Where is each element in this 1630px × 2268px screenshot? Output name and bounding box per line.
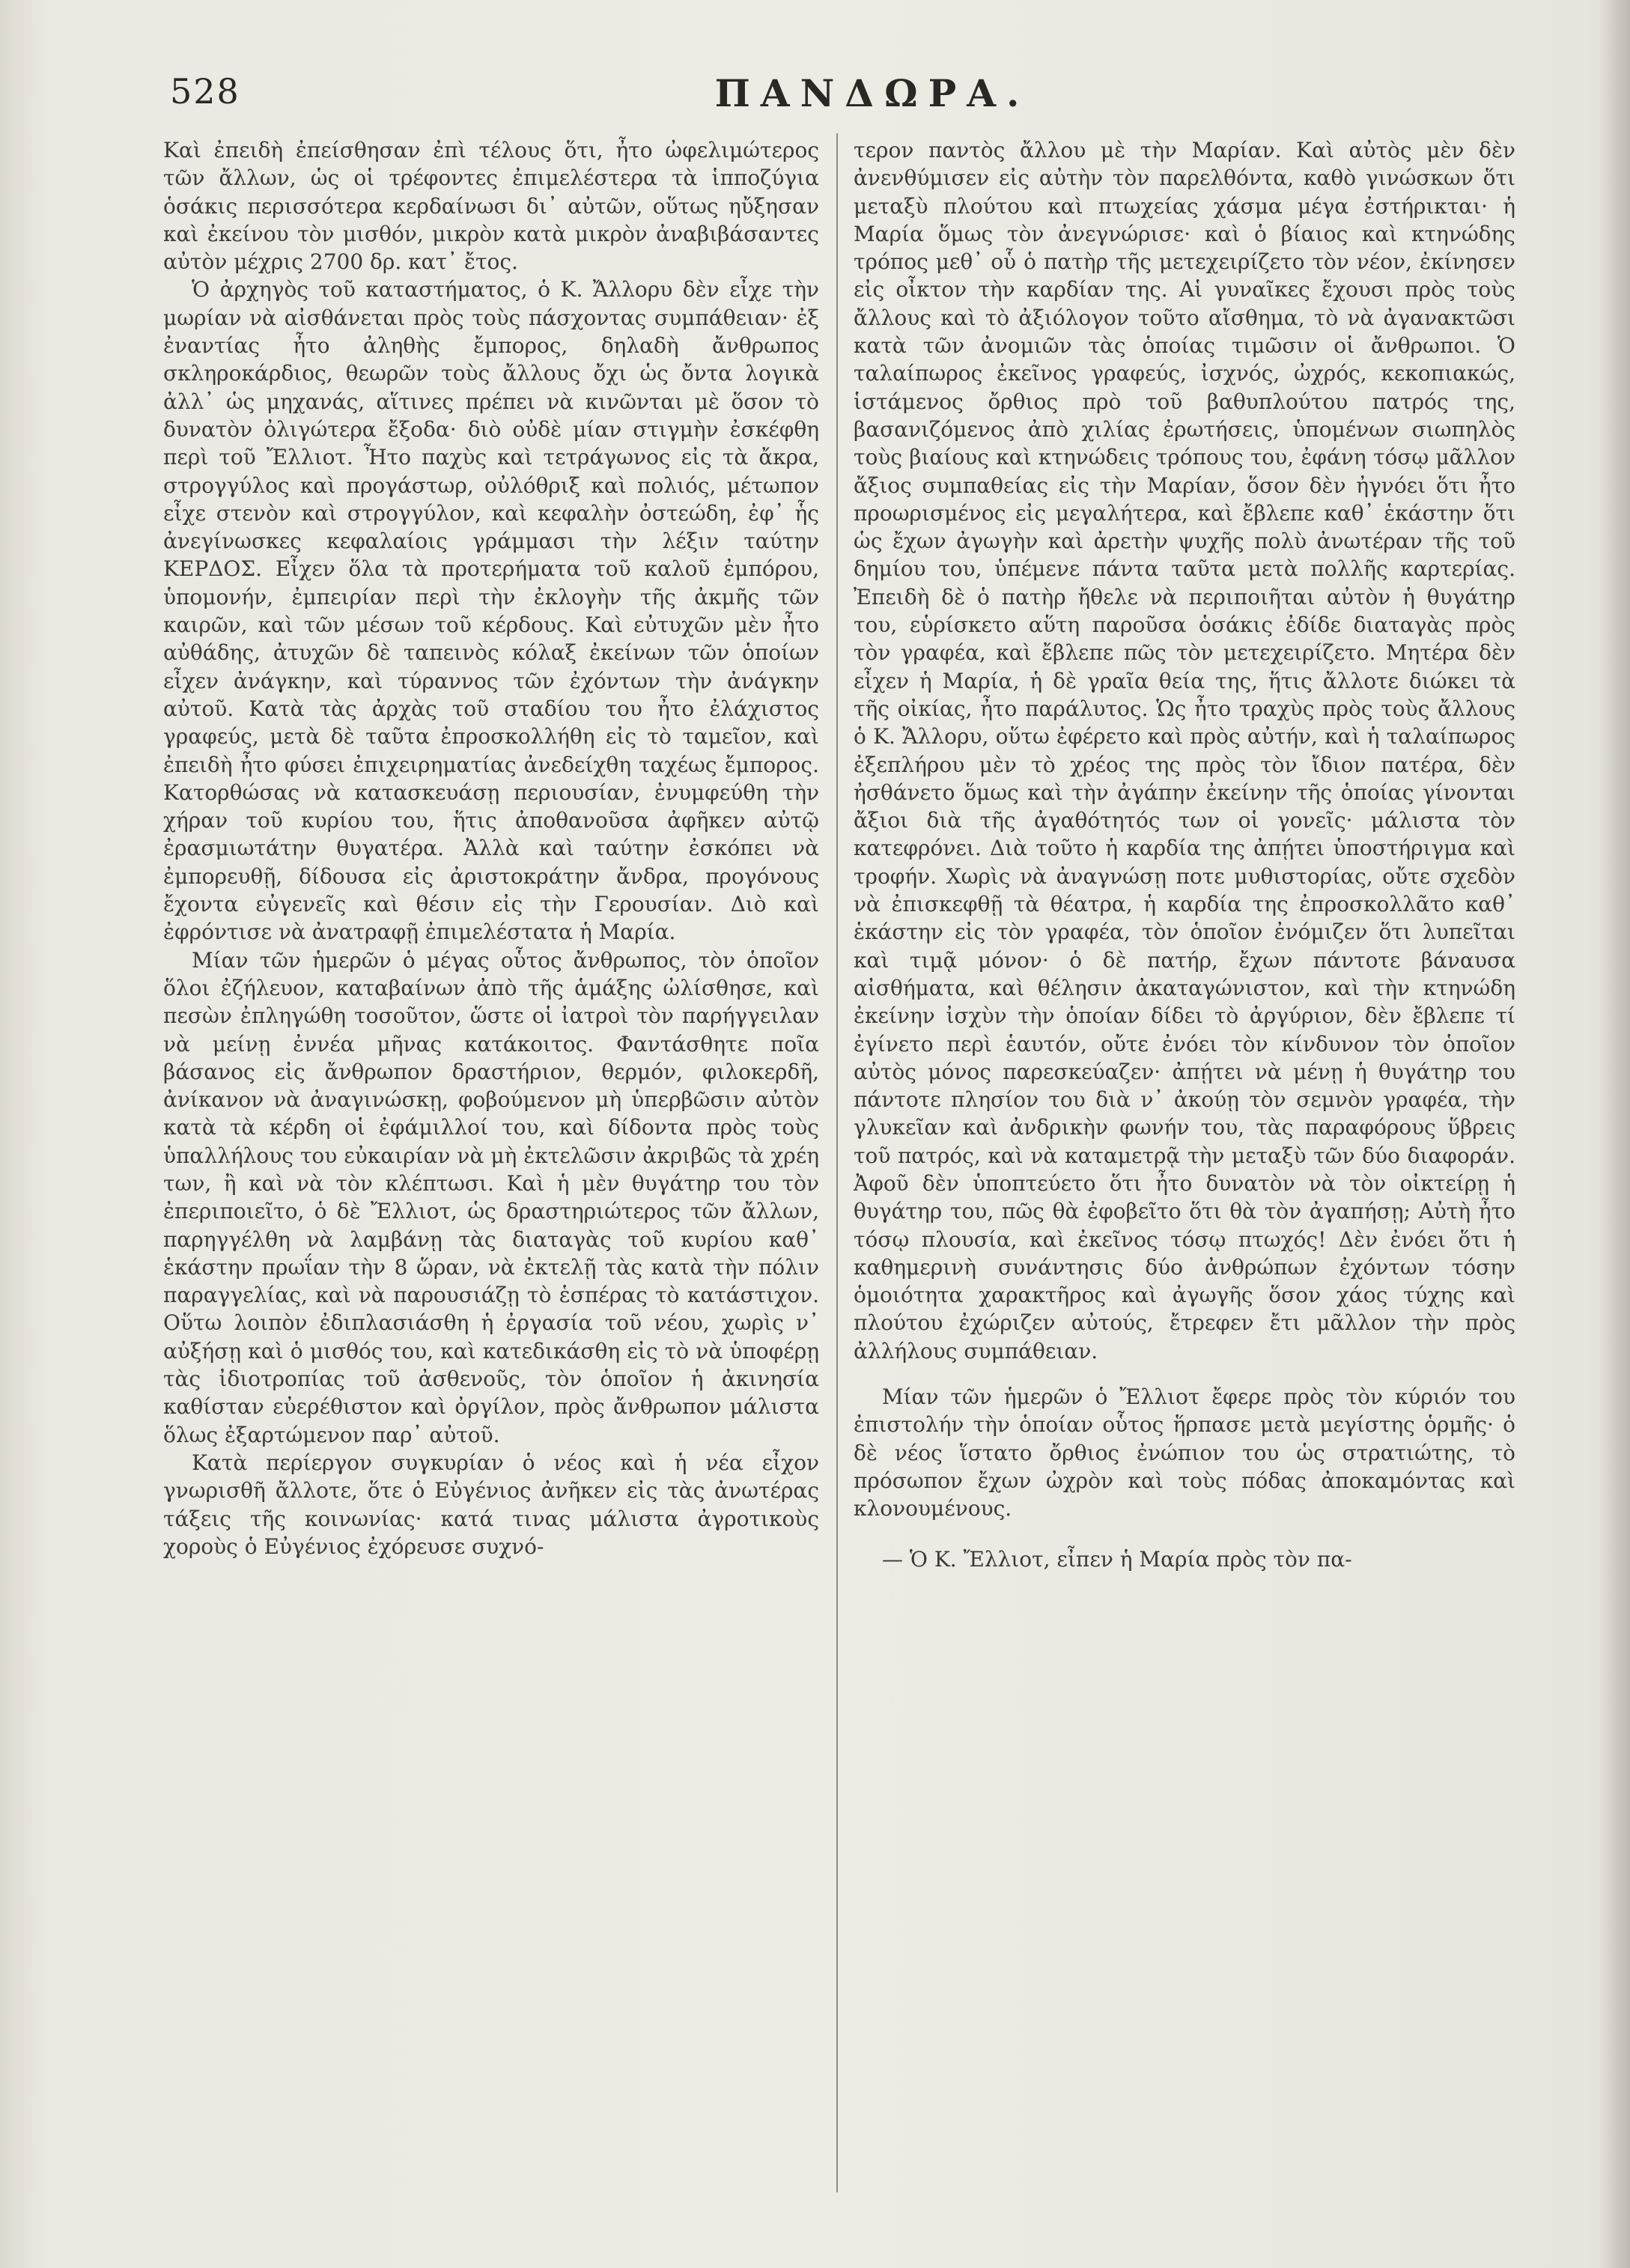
- paragraph: Καὶ ἐπειδὴ ἐπείσθησαν ἐπὶ τέλους ὅτι, ἦτο ὠφελιμώτερος τῶν ἄλλων, ὡς οἱ τρέφοντες ἐπιμελέστερα τὰ ἱπποζύγια ὁσάκις περισσότερα κερδαίνωσι δι᾽ αὐτῶν, οὕτως ηὔξησαν καὶ ἐκείνου τὸν μισθόν, μικρὸν κατὰ μικρὸν ἀναβιβάσαντες αὐτὸν μέχρις 2700 δρ. κατ᾽ ἔτος.: [163, 138, 819, 275]
- paragraph: τερον παντὸς ἄλλου μὲ τὴν Μαρίαν. Καὶ αὐτὸς μὲν δὲν ἀνενθύμισεν εἰς αὐτὴν τὸν παρελθόντα, καθὸ γινώσκων ὅτι μεταξὺ πλούτου καὶ πτωχείας χάσμα μέγα ἐστήρικται· ἡ Μαρία ὅμως τὸν ἀνεγνώρισε· καὶ ὁ βίαιος καὶ κτηνώδης τρόπος μεθ᾽ οὗ ὁ πατὴρ τῆς μετεχειρίζετο τὸν νέον, ἐκίνησεν εἰς οἶκτον τὴν καρδίαν της. Αἱ γυναῖκες ἔχουσι πρὸς τοὺς ἄλλους καὶ τὸ ἀξιόλογον τοῦτο αἴσθημα, τὸ νὰ ἀγανακτῶσι κατὰ τῶν ἀνομιῶν τὰς ὁποίας τιμῶσιν οἱ ἄνθρωποι. Ὁ ταλαίπωρος ἐκεῖνος γραφεύς, ἰσχνός, ὠχρός, κεκοπιακώς, ἱστάμενος ὄρθιος πρὸ τοῦ βαθυπλούτου πατρός της, βασανιζόμενος ἀπὸ χιλίας ἐρωτήσεις, ὑπομένων σιωπηλὸς τοὺς βιαίους καὶ κτηνώδεις τρόπους του, ἐφάνη τόσῳ μᾶλλον ἄξιος συμπαθείας εἰς τὴν Μαρίαν, ὅσον δὲν ἠγνόει ὅτι ἦτο προωρισμένος εἰς μεγαλήτερα, καὶ ἔβλεπε καθ᾽ ἑκάστην ὅτι ὡς ἔχων ἀγωγὴν καὶ ἀρετὴν ψυχῆς πολὺ ἀνωτέραν τῆς τοῦ δημίου του, ὑπέμενε πάντα ταῦτα μετὰ πολλῆς καρτερίας. Ἐπειδὴ δὲ ὁ πατὴρ ἤθελε νὰ περιποιῆται αὐτὸν ἡ θυγάτηρ του, εὑρίσκετο αὕτη παροῦσα ὁσάκις ἐδίδε διαταγὰς πρὸς τὸν γραφέα, καὶ ἔβλεπε πῶς τὸν μετεχειρίζετο. Μητέρα δὲν εἶχεν ἡ Μαρία, ἡ δὲ γραῖα θεία της, ἥτις ἄλλοτε διώκει τὰ τῆς οἰκίας, ἦτο παράλυτος. Ὡς ἦτο τραχὺς πρὸς τοὺς ἄλλους ὁ Κ. Ἄλλορυ, οὕτω ἐφέρετο καὶ πρὸς αὐτήν, καὶ ἡ ταλαίπωρος ἐξεπλήρου μὲν τὸ χρέος της πρὸς τὸν ἴδιον πατέρα, δὲν ἠσθάνετο ὅμως καὶ τὴν ἀγάπην ἐκείνην τῆς ὁποίας γίνονται ἄξιοι διὰ τῆς ἀγαθότητός των οἱ γονεῖς· μάλιστα τὸν κατεφρόνει. Διὰ τοῦτο ἡ καρδία της ἀπῄτει ὑποστήριγμα καὶ τροφήν. Χωρὶς νὰ ἀναγνώσῃ ποτε μυθιστορίας, οὔτε σχεδὸν νὰ ἐπισκεφθῇ τὰ θέατρα, ἡ καρδία της ἐπροσκολλᾶτο καθ᾽ ἑκάστην εἰς τὸν γραφέα, τὸν ὁποῖον ἐνόμιζεν ὅτι λυπεῖται καὶ τιμᾷ μόνον· ὁ δὲ πατήρ, ἔχων πάντοτε βάναυσα αἰσθήματα, καὶ θέλησιν ἀκαταγώνιστον, καὶ τὴν κτηνώδη ἐκείνην ἰσχὺν τὴν ὁποίαν δίδει τὸ ἀργύριον, δὲν ἔβλεπε τί ἐγίνετο περὶ ἑαυτόν, οὔτε ἐνόει τὸν κίνδυνον τὸν ὁποῖον αὐτὸς μόνος παρεσκεύαζεν· ἀπῄτει νὰ μένῃ ἡ θυγάτηρ του πάντοτε πλησίον του διὰ ν᾽ ἀκούῃ τὸν σεμνὸν γραφέα, τὴν γλυκεῖαν καὶ ἀνδρικὴν φωνήν του, τὰς παραφόρους ὕβρεις τοῦ πατρός, καὶ νὰ καταμετρᾷ τὴν μεταξὺ τῶν δύο διαφοράν. Ἀφοῦ δὲν ὑποπτεύετο ὅτι ἦτο δυνατὸν νὰ τὸν οἰκτείρῃ ἡ θυγάτηρ του, πῶς θὰ ἐφοβεῖτο ὅτι θὰ τὸν ἀγαπήσῃ; Αὐτὴ ἦτο τόσῳ πλουσία, καὶ ἐκεῖνος τόσῳ πτωχός! Δὲν ἐνόει ὅτι ἡ καθημερινὴ συνάντησις δύο ἀνθρώπων ἐχόντων τόσην ὁμοιότητα χαρακτῆρος καὶ ἀγωγῆς ὅσον χάος τύχης καὶ πλούτου ἐχώριζεν αὐτούς, ἔτρεφεν ἔτι μᾶλλον τὴν πρὸς ἀλλήλους συμπάθειαν.: [854, 138, 1515, 1363]
- paragraph: Μίαν τῶν ἡμερῶν ὁ Ἔλλιοτ ἔφερε πρὸς τὸν κύριόν του ἐπιστολήν τὴν ὁποίαν οὗτος ἥρπασε μετὰ μεγίστης ὁρμῆς· ὁ δὲ νέος ἵστατο ὄρθιος ἐνώπιον του ὡς στρατιώτης, τὸ πρόσωπον ἔχων ὠχρὸν καὶ τοὺς πόδας ἀποκαμόντας καὶ κλονουμένους.: [854, 1384, 1515, 1521]
- page-number: 528: [170, 71, 240, 112]
- column-divider: [836, 133, 838, 2192]
- paragraph: Μίαν τῶν ἡμερῶν ὁ μέγας οὗτος ἄνθρωπος, τὸν ὁποῖον ὅλοι ἐζήλευον, καταβαίνων ἀπὸ τῆς ἁμάξης ὠλίσθησε, καὶ πεσὼν ἐπληγώθη τοσοῦτον, ὥστε οἱ ἰατροὶ τὸν παρήγγειλαν νὰ μείνῃ ἐννέα μῆνας κατάκοιτος. Φαντάσθητε ποῖα βάσανος εἰς ἄνθρωπον δραστήριον, θερμόν, φιλοκερδῆ, ἀνίκανον νὰ ἀναγινώσκῃ, φοβούμενον μὴ ὑπερβῶσιν αὐτὸν κατὰ τὰ κέρδη οἱ ἐφάμιλλοί του, καὶ δίδοντα πρὸς τοὺς ὑπαλλήλους του εὐκαιρίαν νὰ μὴ ἐκτελῶσιν ἀκριβῶς τὰ χρέη των, ἢ καὶ νὰ τὸν κλέπτωσι. Καὶ ἡ μὲν θυγάτηρ του τὸν ἐπεριποιεῖτο, ὁ δὲ Ἔλλιοτ, ὡς δραστηριώτερος τῶν ἄλλων, παρηγγέλθη νὰ λαμβάνῃ τὰς διαταγὰς τοῦ κυρίου καθ᾽ ἑκάστην πρωΐαν τὴν 8 ὥραν, νὰ ἐκτελῇ τὰς κατὰ τὴν πόλιν παραγγελίας, καὶ νὰ παρουσιάζῃ τὸ ἑσπέρας τὸ κατάστιχον. Οὕτω λοιπὸν ἐδιπλασιάσθη ἡ ἐργασία τοῦ νέου, χωρὶς ν᾽ αὐξήσῃ καὶ ὁ μισθός του, καὶ κατεδικάσθη εἰς τὸ νὰ ὑποφέρῃ τὰς ἰδιοτροπίας τοῦ ἀσθενοῦς, τὸν ὁποῖον ἡ ἀκινησία καθίσταν εὐερέθιστον καὶ ὀργίλον, πρὸς ἄνθρωπον μάλιστα ὅλως ἐξαρτώμενον παρ᾽ αὐτοῦ.: [163, 947, 819, 1447]
- paragraph: Ὁ ἀρχηγὸς τοῦ καταστήματος, ὁ Κ. Ἄλλορυ δὲν εἶχε τὴν μωρίαν νὰ αἰσθάνεται πρὸς τοὺς πάσχοντας συμπάθειαν· ἐξ ἐναντίας ἦτο ἀληθὴς ἔμπορος, δηλαδὴ ἄνθρωπος σκληροκάρδιος, θεωρῶν τοὺς ἄλλους ὄχι ὡς ὄντα λογικὰ ἀλλ᾽ ὡς μηχανάς, αἵτινες πρέπει νὰ κινῶνται μὲ ὅσον τὸ δυνατὸν ὀλιγώτερα ἔξοδα· διὸ οὐδὲ μίαν στιγμὴν ἐσκέφθη περὶ τοῦ Ἔλλιοτ. Ἦτο παχὺς καὶ τετράγωνος εἰς τὰ ἄκρα, στρογγύλος καὶ προγάστωρ, οὐλόθριξ καὶ πολιός, μέτωπον εἶχε στενὸν καὶ στρογγύλον, καὶ κεφαλὴν ὀστεώδη, ἐφ᾽ ἧς ἀνεγίνωσκες κεφαλαίοις γράμμασι τὴν λέξιν ταύτην ΚΕΡΔΟΣ. Εἶχεν ὅλα τὰ προτερήματα τοῦ καλοῦ ἐμπόρου, ὑπομονήν, ἐμπειρίαν περὶ τὴν ἐκλογὴν τῆς ἀκμῆς τῶν καιρῶν, καὶ τῶν μέσων τοῦ κέρδους. Καὶ εὐτυχῶν μὲν ἦτο αὐθάδης, ἀτυχῶν δὲ ταπεινὸς κόλαξ ἐκείνων τῶν ὁποίων εἶχεν ἀνάγκην, καὶ τύραννος τῶν ἐχόντων τὴν ἀνάγκην αὐτοῦ. Κατὰ τὰς ἀρχὰς τοῦ σταδίου του ἦτο ἐλάχιστος γραφεύς, μετὰ δὲ ταῦτα ἐπροσκολλήθη εἰς τὸ ταμεῖον, καὶ ἐπειδὴ ἦτο φύσει ἐπιχειρηματίας ἀνεδείχθη ταχέως ἔμπορος. Κατορθώσας νὰ κατασκευάσῃ περιουσίαν, ἐνυμφεύθη τὴν χήραν τοῦ κυρίου του, ἥτις ἀποθανοῦσα ἀφῆκεν αὐτῷ ἐρασμιωτάτην θυγατέρα. Ἀλλὰ καὶ ταύτην ἐσκόπει νὰ ἐμπορευθῇ, δίδουσα εἰς ἀριστοκράτην ἄνδρα, προγόνους ἔχοντα εὐγενεῖς καὶ θέσιν εἰς τὴν Γερουσίαν. Διὸ καὶ ἐφρόντισε νὰ ἀνατραφῇ ἐπιμελέστατα ἡ Μαρία.: [163, 277, 819, 945]
- paragraph: Κατὰ περίεργον συγκυρίαν ὁ νέος καὶ ἡ νέα εἶχον γνωρισθῆ ἄλλοτε, ὅτε ὁ Εὐγένιος ἀνῆκεν εἰς τὰς ἀνωτέρας τάξεις τῆς κοινωνίας· κατά τινας μάλιστα ἀγροτικοὺς χοροὺς ὁ Εὐγένιος ἐχόρευσε συχνό-: [163, 1450, 819, 1559]
- page-header: [161, 71, 1584, 124]
- right-text-column: [854, 136, 1515, 1573]
- left-text-column: [163, 136, 819, 1560]
- dialogue-line: — Ὁ Κ. Ἔλλιοτ, εἶπεν ἡ Μαρία πρὸς τὸν πα-: [882, 1546, 1352, 1572]
- page-edge-shadow: [1600, 0, 1630, 2268]
- running-head-title: ΠΑΝΔΩΡΑ.: [714, 71, 1030, 115]
